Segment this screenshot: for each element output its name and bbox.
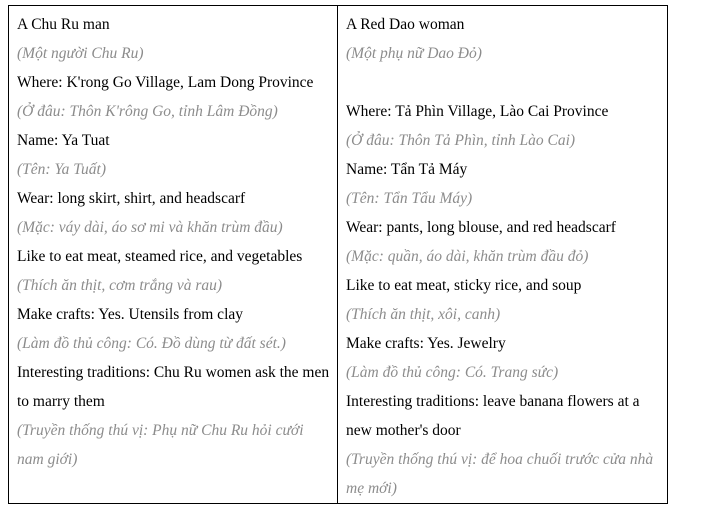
crafts-translation: (Làm đồ thủ công: Có. Trang sức) [346,364,559,381]
where-translation: (Ở đâu: Thôn K'rông Go, tỉnh Lâm Đồng) [17,103,278,120]
where-text: Where: Tả Phìn Village, Lào Cai Province [346,103,609,120]
where-text: Where: K'rong Go Village, Lam Dong Province [17,74,314,91]
crafts-text: Make crafts: Yes. Utensils from clay [17,306,243,323]
table-row [9,6,668,504]
where-translation: (Ở đâu: Thôn Tả Phìn, tỉnh Lào Cai) [346,132,576,149]
traditions-translation: (Truyền thống thú vị: để hoa chuối trước cửa nhà mẹ mới) [346,451,654,497]
profile-title: A Chu Ru man [17,16,110,33]
wear-text: Wear: pants, long blouse, and red headscarf [346,219,616,236]
name-translation: (Tên: Tẩn Tẩu Máy) [346,190,473,207]
wear-text: Wear: long skirt, shirt, and headscarf [17,190,246,207]
eat-translation: (Thích ăn thịt, xôi, canh) [346,306,501,323]
traditions-translation: (Truyền thống thú vị: Phụ nữ Chu Ru hỏi cưới nam giới) [17,422,304,468]
eat-text: Like to eat meat, sticky rice, and soup [346,277,582,294]
traditions-text: Interesting traditions: leave banana flowers at a new mother's door [346,393,640,439]
red-dao-profile-cell [338,6,668,504]
name-text: Name: Tẩn Tả Máy [346,161,468,178]
blank-line [346,68,661,97]
profile-title: A Red Dao woman [346,16,465,33]
chu-ru-profile-cell [9,6,338,504]
crafts-text: Make crafts: Yes. Jewelry [346,335,506,352]
profiles-table [8,5,668,504]
profile-title-translation: (Một người Chu Ru) [17,45,144,62]
wear-translation: (Mặc: quần, áo dài, khăn trùm đầu đỏ) [346,248,589,265]
wear-translation: (Mặc: váy dài, áo sơ mi và khăn trùm đầu) [17,219,283,236]
traditions-text: Interesting traditions: Chu Ru women ask the men to marry them [17,364,330,410]
crafts-translation: (Làm đồ thủ công: Có. Đồ dùng từ đất sét.) [17,335,286,352]
name-translation: (Tên: Ya Tuất) [17,161,107,178]
profile-title-translation: (Một phụ nữ Dao Đỏ) [346,45,482,62]
name-text: Name: Ya Tuat [17,132,110,149]
eat-translation: (Thích ăn thịt, cơm trắng và rau) [17,277,223,294]
eat-text: Like to eat meat, steamed rice, and vegetables [17,248,303,265]
